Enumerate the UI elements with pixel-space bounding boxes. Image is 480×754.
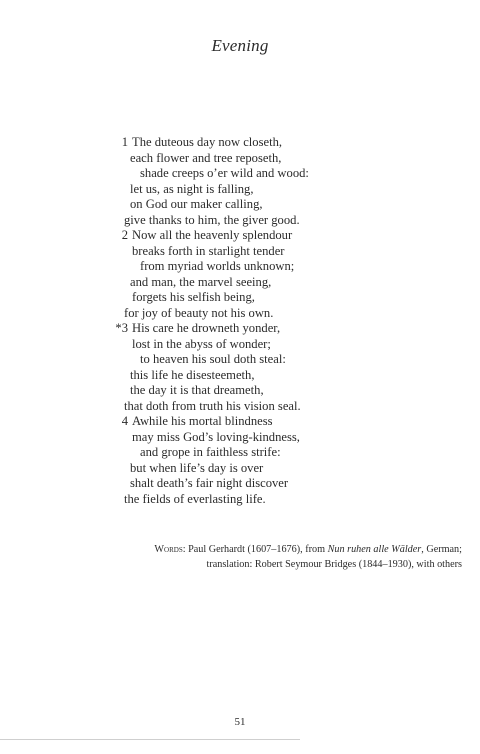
verse-line: The duteous day now closeth, [132,135,283,149]
verse-4 [121,414,390,508]
verse-line: forgets his selfish being, [132,290,255,305]
verse-line: for joy of beauty not his own. [124,305,274,320]
verse-line: breaks forth in starlight tender [132,243,285,258]
verse-3 [115,321,390,415]
author-text: Paul Gerhardt (1607–1676), from [188,544,326,555]
credits-line-2: translation: Robert Seymour Bridges (1844–1930), with others [206,558,462,570]
verse-line: each flower and tree reposeth, [130,150,282,165]
verse-line: and man, the marvel seeing, [130,274,272,289]
words-label: Words: [154,544,186,555]
verse-line: lost in the abyss of wonder; [132,336,271,351]
verse-line: but when life’s day is over [130,460,264,475]
verse-number: 1 [121,135,128,149]
credits-line-1 [100,543,462,558]
verse-line: and grope in faithless strife: [140,445,281,460]
language-text: , German; [421,544,462,555]
verse-line: shalt death’s fair night discover [130,476,289,491]
verse-1 [121,135,390,229]
verse-line: on God our maker calling, [130,197,263,212]
verse-line: let us, as night is falling, [130,181,254,196]
verse-number: *3 [115,321,128,335]
verse-line: the fields of everlasting life. [124,491,266,506]
verse-2 [121,228,390,322]
verse-line: Now all the heavenly splendour [132,228,293,242]
page-edge-divider [0,739,300,740]
verse-line: from myriad worlds unknown; [140,259,295,274]
verse-line: Awhile his mortal blindness [132,414,273,428]
hymn-credits [100,543,462,572]
verse-line: shade creeps o’er wild and wood: [140,166,309,181]
verse-line: give thanks to him, the giver good. [124,212,300,227]
source-title: Nun ruhen alle Wälder [327,544,422,555]
verse-line: this life he disesteemeth, [130,367,255,382]
page-number: 51 [234,716,246,728]
page-title: Evening [211,36,269,55]
verse-number: 2 [121,228,128,242]
verse-line: to heaven his soul doth steal: [140,352,286,367]
verse-line: the day it is that dreameth, [130,383,264,398]
verse-number: 4 [121,414,128,428]
verse-line: His care he drowneth yonder, [132,321,281,335]
verse-line: that doth from truth his vision seal. [124,398,301,413]
verse-line: may miss God’s loving-kindness, [132,429,300,444]
